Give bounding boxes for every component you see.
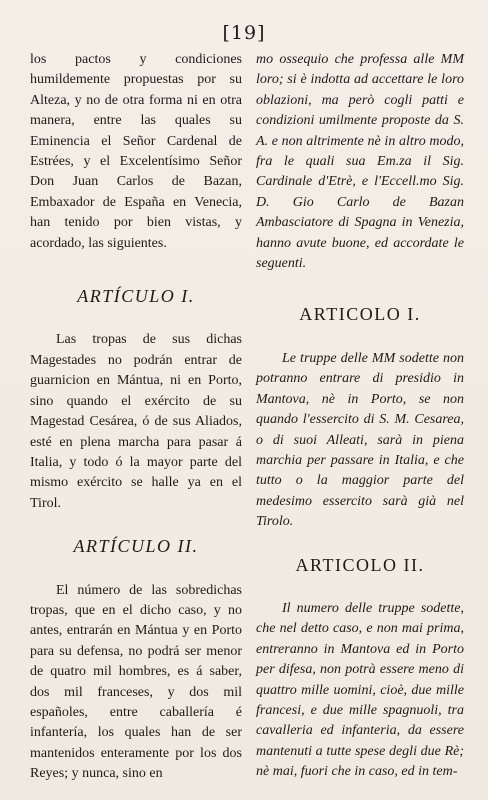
italian-column: [256, 50, 464, 783]
spanish-paragraph-article-2: El número de las sobredichas tropas, que en el dicho caso, y no antes, entrarán en Mántua y en Porto para su defensa, no podrá ser menor de quatro mil hombres, es á saber, dos mil franceses, y dos mil españoles, entre caballería é infantería, los quales han de ser mantenidos enteramente por los dos Reyes; y nunca, sino en: [30, 582, 242, 782]
spanish-column: [30, 50, 242, 785]
italian-heading-article-1: ARTICOLO I.: [299, 304, 421, 325]
spanish-heading-article-2: ARTÍCULO II.: [73, 536, 199, 557]
italian-paragraph-preamble: mo ossequio che professa alle MM loro; si è indotta ad accettare le loro oblazioni, ma però cogli patti e condizioni umilmente proposte da S. A. e non altrimente nè in altro modo, fra le quali sua Em.za il Sig. Cardinale d'Etrè, e l'Eccell.mo Sig. D. Gio Carlo de Bazan Ambasciatore di Spagna in Venezia, hanno avute buone, ed accordate le seguenti.: [256, 52, 464, 272]
italian-paragraph-article-1: Le truppe delle MM sodette non potranno entrare di presidio in Mantova, nè in Porto, se non quando l'essercito di S. M. Cesarea, o di suoi Alleati, sarà in piena marchia per passare in Italia, e che tutto o la maggior parte del medesimo essercito sarà già nel Tirolo.: [256, 350, 464, 530]
italian-heading-article-2: ARTICOLO II.: [295, 554, 425, 575]
spanish-paragraph-article-1: Las tropas de sus dichas Magestades no podrán entrar de guarnicion en Mántua, ni en Porto, sino quando el exército de su Magestad Cesárea, ó de sus Aliados, esté en plena marcha para pasar á Italia, y todo ó la mayor parte del mismo exército se halle ya en el Tirol.: [30, 332, 242, 511]
spanish-heading-article-1: ARTÍCULO I.: [77, 286, 195, 307]
italian-paragraph-article-2: Il numero delle truppe sodette, che nel detto caso, e non mai prima, entreranno in Mantova ed in Porto per difesa, non potrà essere meno di quattro mille uomini, cioè, due mille francesi, e due mille spagnuoli, tra cavalleria ed infanteria, da essere mantenuti a tutte spese degli due Rè; nè mai, fuori che in caso, ed in tem-: [256, 600, 464, 780]
spanish-paragraph-preamble: los pactos y condiciones humildemente propuestas por su Alteza, y no de otra forma ni en otra manera, entre las quales su Eminencia el Señor Cardenal de Estrées, y el Excelentísimo Señor Don Juan Carlos de Bazan, Embaxador de España en Venecia, han tenido por bien vistas, y acordado, las siguientes.: [30, 52, 242, 251]
page-number: [19]: [222, 22, 266, 44]
